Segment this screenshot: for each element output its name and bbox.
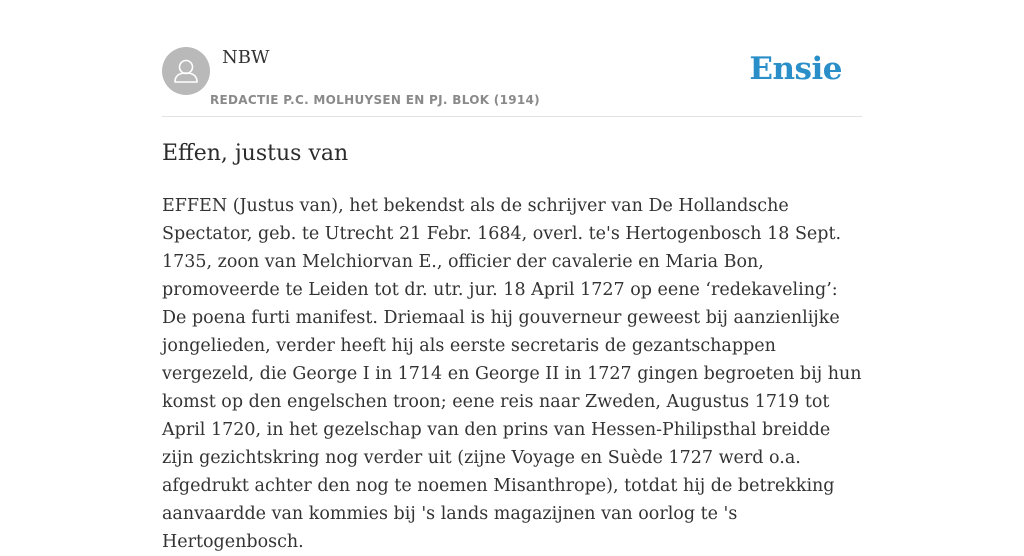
user-icon xyxy=(162,47,210,95)
author-avatar[interactable] xyxy=(162,47,210,95)
article-header xyxy=(162,0,862,117)
article-body: EFFEN (Justus van), het bekendst als de schrijver van De Hollandsche Spectator, geb. te Utrecht 21 Febr. 1684, overl. te's Hertogenbosch 18 Sept. 1735, zoon van Melchiorvan E., officier der cavalerie en Maria Bon, promoveerde te Leiden tot dr. utr. jur. 18 April 1727 op eene ‘redekaveling’: De poena furti manifest. Driemaal is hij gouverneur geweest bij aanzienlijke jongelieden, verder heeft hij als eerste secretaris de gezantschappen vergezeld, die George I in 1714 en George II in 1727 gingen begroeten bij hun komst op den engelschen troon; eene reis naar Zweden, Augustus 1719 tot April 1720, in het gezelschap van den prins van Hessen-Philipsthal breidde zijn gezichtskring nog verder uit (zijne Voyage en Suède 1727 werd o.a. afgedrukt achter den nog te noemen Misanthrope), totdat hij de betrekking aanvaardde van kommies bij 's lands magazijnen van oorlog te 's Hertogenbosch. xyxy=(162,196,862,552)
author-name[interactable]: NBW xyxy=(222,47,270,68)
article-title: Effen, justus van xyxy=(162,141,349,166)
brand-logo[interactable]: Ensie xyxy=(749,51,842,87)
source-credit: REDACTIE P.C. MOLHUYSEN EN PJ. BLOK (1914) xyxy=(210,93,540,107)
